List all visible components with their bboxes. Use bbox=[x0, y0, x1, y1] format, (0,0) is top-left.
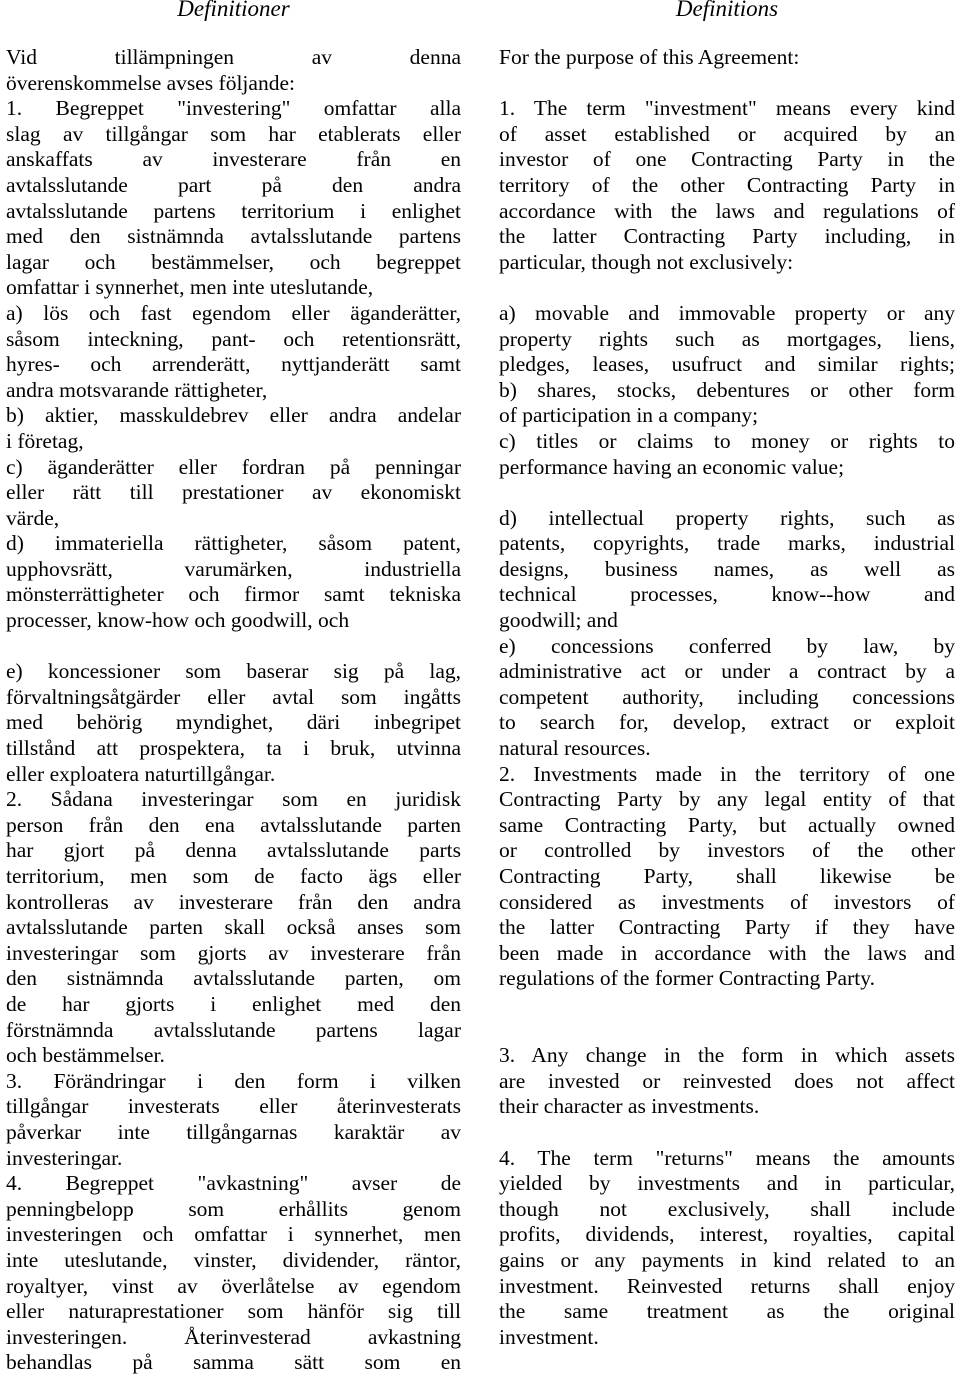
text-line: och bestämmelser. bbox=[6, 1043, 165, 1068]
text-line: avtalsslutande parten skall också anses som bbox=[6, 915, 461, 940]
swedish-column bbox=[6, 0, 461, 1376]
text-line: designs, business names, as well as bbox=[499, 556, 955, 581]
text-line: avtalsslutande part på den andra bbox=[6, 172, 461, 197]
text-line: förstnämnda avtalsslutande partens lagar bbox=[6, 1017, 461, 1042]
text-line: investor of one Contracting Party in the bbox=[499, 147, 955, 172]
text-line: pledges, leases, usufruct and similar rights; bbox=[499, 352, 955, 377]
text-line: avtalsslutande partens territorium i enlighet bbox=[6, 198, 461, 223]
text-line: med den sistnämnda avtalsslutande partens bbox=[6, 224, 461, 249]
text-line: med behörig myndighet, däri inbegripet bbox=[6, 710, 461, 735]
text-line: 2. Sådana investeringar som en juridisk bbox=[6, 787, 461, 812]
text-line: profits, dividends, interest, royalties, capital bbox=[499, 1222, 955, 1247]
text-line: värde, bbox=[6, 505, 60, 530]
text-line: andra motsvarande rättigheter, bbox=[6, 377, 268, 402]
text-line: a) lös och fast egendom eller äganderätter, bbox=[6, 300, 461, 325]
english-text bbox=[499, 45, 955, 1350]
text-line: c) äganderätter eller fordran på penningar bbox=[6, 454, 461, 479]
text-line: Contracting Party, shall likewise be bbox=[499, 864, 955, 888]
text-line: the latter Contracting Party if they have bbox=[499, 915, 955, 940]
text-line: d) intellectual property rights, such as bbox=[499, 505, 955, 530]
text-line: considered as investments of investors of bbox=[499, 889, 955, 914]
text-line: omfattar i synnerhet, men inte uteslutande, bbox=[6, 275, 374, 300]
text-line: såsom inteckning, pant- och retentionsrätt, bbox=[6, 326, 461, 351]
text-line: b) aktier, masskuldebrev eller andra andelar bbox=[6, 403, 461, 428]
text-line: 3. Förändringar i den form i vilken bbox=[6, 1068, 461, 1093]
text-line: administrative act or under a contract by a bbox=[499, 659, 955, 684]
text-line: investment. Reinvested returns shall enjoy bbox=[499, 1273, 955, 1298]
text-line: particular, though not exclusively: bbox=[499, 249, 794, 274]
text-line: överenskommelse avses följande: bbox=[6, 70, 295, 95]
text-line: royaltyer, vinst av överlåtelse av egendom bbox=[6, 1273, 461, 1298]
text-line: gains or any payments in kind related to an bbox=[499, 1247, 955, 1272]
text-line: natural resources. bbox=[499, 736, 651, 761]
text-line: technical processes, know--how and bbox=[499, 582, 955, 607]
text-line: c) titles or claims to money or rights to bbox=[499, 428, 955, 453]
text-line: anskaffats av investerare från en bbox=[6, 147, 461, 172]
text-line: 4. Begreppet "avkastning" avser de bbox=[6, 1171, 461, 1196]
text-line: e) koncessioner som baserar sig på lag, bbox=[6, 659, 461, 684]
text-line: same Contracting Party, but actually owned bbox=[499, 812, 955, 837]
text-line: the latter Contracting Party including, in bbox=[499, 224, 955, 249]
text-line: goodwill; and bbox=[499, 608, 618, 633]
swedish-heading: Definitioner bbox=[177, 0, 290, 21]
text-line: i företag, bbox=[6, 428, 84, 453]
text-line: person från den ena avtalsslutande parten bbox=[6, 812, 461, 837]
text-line: tillstånd att prospektera, ta i bruk, utvinna bbox=[6, 736, 461, 761]
text-line: property rights such as mortgages, liens, bbox=[499, 326, 955, 351]
text-line: competent authority, including concessions bbox=[499, 684, 955, 709]
text-line: of asset established or acquired by an bbox=[499, 121, 955, 146]
text-line: upphovsrätt, varumärken, industriella bbox=[6, 556, 461, 581]
text-line: inte uteslutande, vinster, dividender, räntor, bbox=[6, 1247, 461, 1272]
text-line: though not exclusively, shall include bbox=[499, 1196, 955, 1221]
text-line: yielded by investments and in particular, bbox=[499, 1171, 955, 1196]
text-line: regulations of the former Contracting Party. bbox=[499, 966, 875, 991]
text-line: 3. Any change in the form in which assets bbox=[499, 1043, 955, 1068]
text-line: Contracting Party by any legal entity of that bbox=[499, 787, 955, 812]
text-line: the same treatment as the original bbox=[499, 1299, 955, 1324]
text-line: to search for, develop, extract or exploit bbox=[499, 710, 955, 735]
text-line: investeringen och omfattar i synnerhet, men bbox=[6, 1222, 461, 1247]
text-line: eller rätt till prestationer av ekonomiskt bbox=[6, 480, 461, 505]
text-line: lagar och bestämmelser, och begreppet bbox=[6, 249, 461, 274]
blank-line bbox=[499, 71, 955, 97]
blank-line bbox=[499, 1120, 955, 1146]
text-line: penningbelopp som erhållits genom bbox=[6, 1196, 461, 1221]
text-line: 4. The term "returns" means the amounts bbox=[499, 1145, 955, 1170]
text-line: or controlled by investors of the other bbox=[499, 838, 955, 863]
text-line: kontrolleras av investerare från den andra bbox=[6, 889, 461, 914]
blank-line bbox=[499, 1018, 955, 1044]
text-line: investeringen. Återinvesterad avkastning bbox=[6, 1324, 461, 1349]
text-line: den sistnämnda avtalsslutande parten, om bbox=[6, 966, 461, 991]
text-line: investeringar. bbox=[6, 1145, 123, 1170]
text-line: territory of the other Contracting Party in bbox=[499, 172, 955, 197]
blank-line bbox=[499, 275, 955, 301]
english-heading: Definitions bbox=[675, 0, 779, 21]
text-line: 1. The term "investment" means every kind bbox=[499, 96, 955, 121]
text-line: e) concessions conferred by law, by bbox=[499, 633, 955, 658]
text-line: b) shares, stocks, debentures or other form bbox=[499, 377, 955, 402]
blank-line bbox=[499, 480, 955, 506]
text-line: their character as investments. bbox=[499, 1094, 760, 1119]
swedish-text bbox=[6, 45, 461, 1376]
text-line: de har gjorts i enlighet med den bbox=[6, 991, 461, 1016]
blank-line bbox=[499, 992, 955, 1018]
text-line: förvaltningsåtgärder eller avtal som ingåtts bbox=[6, 684, 461, 709]
text-line: behandlas på samma sätt som en bbox=[6, 1350, 461, 1375]
text-line: accordance with the laws and regulations of bbox=[499, 198, 955, 223]
english-column bbox=[499, 0, 955, 1350]
text-line: of participation in a company; bbox=[499, 403, 759, 428]
text-line: d) immateriella rättigheter, såsom patent, bbox=[6, 531, 461, 556]
text-line: Vid tillämpningen av denna bbox=[6, 45, 461, 69]
text-line: 1. Begreppet "investering" omfattar alla bbox=[6, 96, 461, 121]
text-line: processer, know-how och goodwill, och bbox=[6, 608, 350, 633]
text-line: eller naturaprestationer som hänför sig till bbox=[6, 1299, 461, 1324]
blank-line bbox=[6, 634, 461, 660]
text-line: mönsterrättigheter och firmor samt tekniska bbox=[6, 582, 461, 607]
text-line: a) movable and immovable property or any bbox=[499, 300, 955, 325]
text-line: territorium, men som de facto ägs eller bbox=[6, 864, 461, 888]
text-line: påverkar inte tillgångarnas karaktär av bbox=[6, 1119, 461, 1144]
text-line: har gjort på denna avtalsslutande parts bbox=[6, 838, 461, 863]
text-line: For the purpose of this Agreement: bbox=[499, 45, 800, 69]
text-line: tillgångar investerats eller återinvesterats bbox=[6, 1094, 461, 1119]
text-line: eller exploatera naturtillgångar. bbox=[6, 761, 276, 786]
text-line: slag av tillgångar som har etablerats eller bbox=[6, 121, 461, 146]
text-line: 2. Investments made in the territory of one bbox=[499, 761, 955, 786]
text-line: investment. bbox=[499, 1324, 599, 1349]
text-line: patents, copyrights, trade marks, industrial bbox=[499, 531, 955, 556]
text-line: hyres- och arrenderätt, nyttjanderätt samt bbox=[6, 352, 461, 377]
text-line: been made in accordance with the laws and bbox=[499, 940, 955, 965]
text-line: performance having an economic value; bbox=[499, 454, 845, 479]
text-line: investeringar som gjorts av investerare från bbox=[6, 940, 461, 965]
text-line: are invested or reinvested does not affect bbox=[499, 1068, 955, 1093]
